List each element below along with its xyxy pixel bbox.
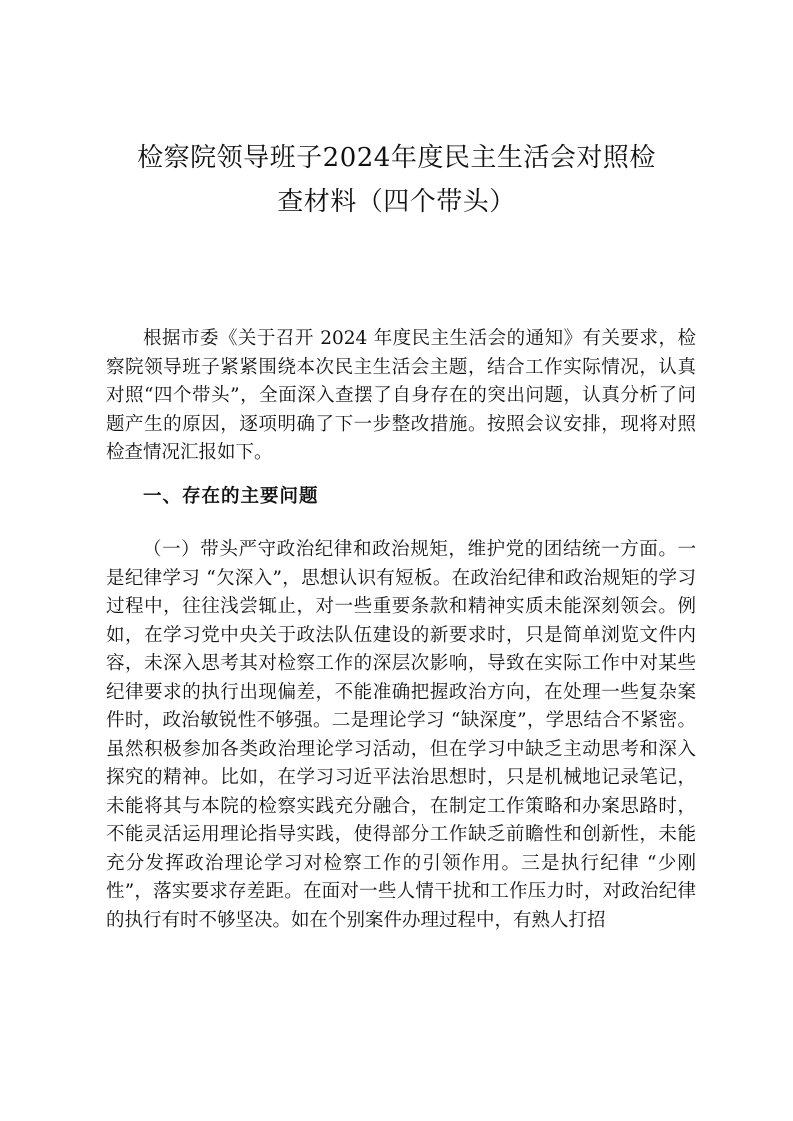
section-paragraph: （一）带头严守政治纪律和政治规矩，维护党的团结统一方面。一是纪律学习 “欠深入”，思想认识有短板。在政治纪律和政治规矩的学习过程中，往往浅尝辄止，对一些重要条款和精神实质未能深刻领会。例如，在学习党中央关于政法队伍建设的新要求时，只是简单浏览文件内容，未深入思考其对检察工作的深层次影响，导致在实际工作中对某些纪律要求的执行出现偏差，不能准确把握政治方向，在处理一些复杂案件时，政治敏锐性不够强。二是理论学习 “缺深度”，学思结合不紧密。虽然积极参加各类政治理论学习活动，但在学习中缺乏主动思考和深入探究的精神。比如，在学习习近平法治思想时，只是机械地记录笔记，未能将其与本院的检察实践充分融合，在制定工作策略和办案思路时，不能灵活运用理论指导实践，使得部分工作缺乏前瞻性和创新性，未能充分发挥政治理论学习对检察工作的引领作用。三是执行纪律 “少刚性”，落实要求存差距。在面对一些人情干扰和工作压力时，对政治纪律的执行有时不够坚决。如在个别案件办理过程中，有熟人打招 [106,539,696,931]
title-line-2: 查材料（四个带头） [277,187,516,217]
section-heading: 一、存在的主要问题 [143,486,319,507]
document-title [80,136,713,224]
intro-paragraph: 根据市委《关于召开 2024 年度民主生活会的通知》有关要求，检察院领导班子紧紧围绕本次民主生活会主题，结合工作实际情况，认真对照“四个带头”，全面深入查摆了自身存在的突出问题，认真分析了问题产生的原因，逐项明确了下一步整改措施。按照会议安排，现将对照检查情况汇报如下。 [106,328,696,463]
title-line-1: 检察院领导班子2024年度民主生活会对照检 [137,143,656,173]
